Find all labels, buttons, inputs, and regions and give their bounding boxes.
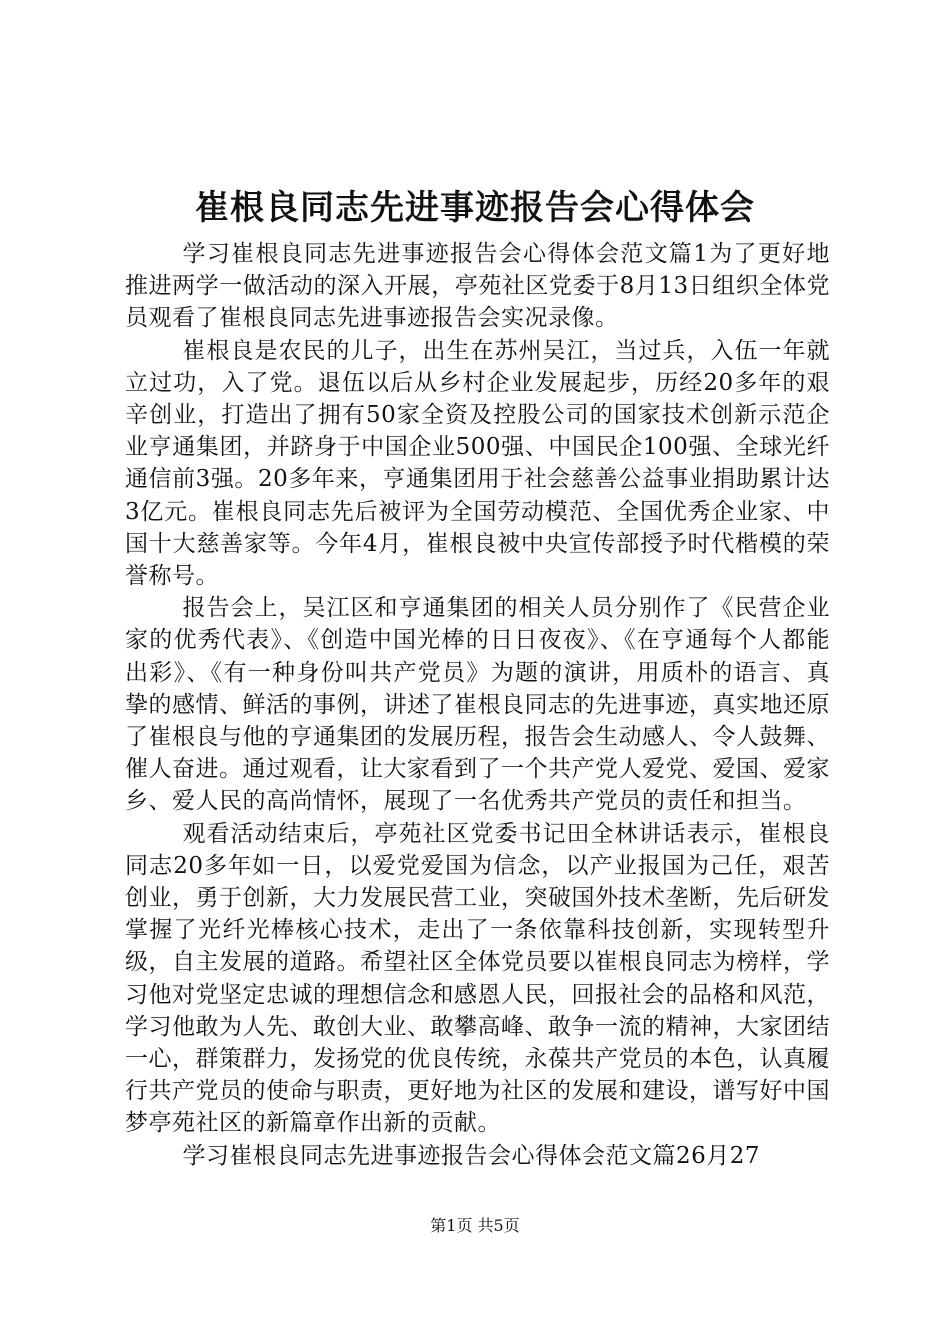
paragraph-2: 崔根良是农民的儿子，出生在苏州吴江，当过兵，入伍一年就立过功，入了党。退伍以后从乡村企业发展起步，历经20多年的艰辛创业，打造出了拥有50家全资及控股公司的国家技术创新示范企业亨通集团，并跻身于中国企业500强、中国民企100强、全球光纤通信前3强。20多年来，亨通集团用于社会慈善公益事业捐助累计达3亿元。崔根良同志先后被评为全国劳动模范、全国优秀企业家、中国十大慈善家等。今年4月，崔根良被中央宣传部授予时代楷模的荣誉称号。 [125, 337, 830, 590]
paragraph-5: 学习崔根良同志先进事迹报告会心得体会范文篇26月27 [182, 1142, 761, 1169]
paragraph-1: 学习崔根良同志先进事迹报告会心得体会范文篇1为了更好地推进两学一做活动的深入开展，亭苑社区党委于8月13日组织全体党员观看了崔根良同志先进事迹报告会实况录像。 [125, 241, 830, 332]
page-number-footer: 第1页 共5页 [430, 1216, 520, 1235]
paragraph-4: 观看活动结束后，亭苑社区党委书记田全林讲话表示，崔根良同志20多年如一日，以爱党爱国为信念，以产业报国为己任，艰苦创业，勇于创新，大力发展民营工业，突破国外技术垄断，先后研发掌握了光纤光棒核心技术，走出了一条依靠科技创新，实现转型升级，自主发展的道路。希望社区全体党员要以崔根良同志为榜样，学习他对党坚定忠诚的理想信念和感恩人民，回报社会的品格和风范，学习他敢为人先、敢创大业、敢攀高峰、敢争一流的精神，大家团结一心，群策群力，发扬党的优良传统，永葆共产党员的本色，认真履行共产党员的使命与职责，更好地为社区的发展和建设，谱写好中国梦亭苑社区的新篇章作出新的贡献。 [125, 820, 830, 1137]
document-title: 崔根良同志先进事迹报告会心得体会 [195, 188, 755, 228]
document-body [125, 238, 830, 1172]
paragraph-3: 报告会上，吴江区和亨通集团的相关人员分别作了《民营企业家的优秀代表》、《创造中国光棒的日日夜夜》、《在亨通每个人都能出彩》、《有一种身份叫共产党员》为题的演讲，用质朴的语言、真挚的感情、鲜活的事例，讲述了崔根良同志的先进事迹，真实地还原了崔根良与他的亨通集团的发展历程，报告会生动感人、令人鼓舞、催人奋进。通过观看，让大家看到了一个共产党人爱党、爱国、爱家乡、爱人民的高尚情怀，展现了一名优秀共产党员的责任和担当。 [125, 595, 830, 815]
